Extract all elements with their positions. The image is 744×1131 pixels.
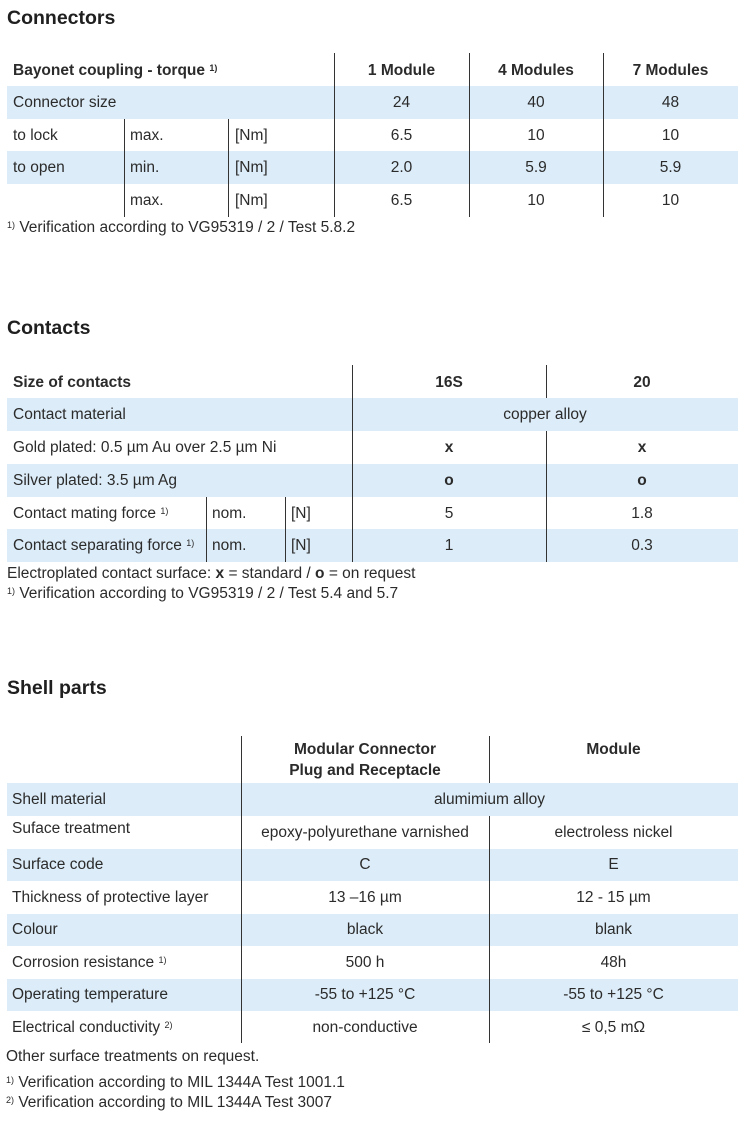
contacts-col-2: 20 xyxy=(633,374,651,391)
contacts-row-label: Gold plated: 0.5 µm Au over 2.5 µm Ni xyxy=(13,439,277,456)
shell-cell: epoxy-polyurethane varnished xyxy=(261,824,469,841)
contacts-divider xyxy=(206,497,207,562)
shell-cell: blank xyxy=(594,921,633,938)
connectors-row-unit: [Nm] xyxy=(235,127,268,144)
connectors-cell: 24 xyxy=(392,94,411,111)
contacts-title: Contacts xyxy=(7,317,91,339)
shell-cell: -55 to +125 °C xyxy=(314,986,416,1003)
shell-row-label: Surface code xyxy=(12,856,104,873)
shell-row-label: Suface treatment xyxy=(12,820,131,837)
shell-cell: E xyxy=(608,856,619,873)
shell-cell: non-conductive xyxy=(312,1019,418,1036)
contacts-cell: o xyxy=(444,472,454,489)
shell-cell: C xyxy=(359,856,371,873)
connectors-cell: 10 xyxy=(661,127,680,144)
contacts-cell: o xyxy=(637,472,647,489)
contacts-cell: x xyxy=(444,439,454,456)
connectors-divider xyxy=(228,119,229,217)
connectors-footnote: $^{1)}$ Verification according to VG95319 / 2 / Test 5.8.2 xyxy=(7,219,356,236)
connectors-cell: 6.5 xyxy=(390,127,413,144)
connectors-row-unit: [Nm] xyxy=(235,192,268,209)
contacts-row-qualifier: nom. xyxy=(212,537,247,554)
shell-cell: electroless nickel xyxy=(554,824,673,841)
shell-row-label: Operating temperature xyxy=(12,986,168,1003)
connectors-row-qualifier: max. xyxy=(130,127,164,144)
shell-cell: black xyxy=(346,921,384,938)
shell-row-label: Thickness of protective layer xyxy=(12,889,209,906)
shell-title: Shell parts xyxy=(7,677,107,699)
shell-cell: -55 to +125 °C xyxy=(563,986,664,1003)
connectors-row-unit: [Nm] xyxy=(235,159,268,176)
contacts-row-unit: [N] xyxy=(291,505,311,522)
contacts-row-label: Contact separating force $^{1)}$ xyxy=(13,537,195,554)
shell-col-1: Modular Connector xyxy=(293,741,437,758)
connectors-cell: 48 xyxy=(661,94,680,111)
contacts-cell: copper alloy xyxy=(503,406,587,423)
contacts-col-1: 16S xyxy=(435,374,463,391)
shell-cell: 500 h xyxy=(345,954,385,971)
connectors-title: Connectors xyxy=(7,7,116,29)
shell-cell: alumimium alloy xyxy=(433,791,546,808)
contacts-row-label: Contact material xyxy=(13,406,126,423)
contacts-legend: Electroplated contact surface: x = standard / o = on request xyxy=(7,565,416,582)
contacts-cell: x xyxy=(637,439,647,456)
connectors-row-qualifier: min. xyxy=(130,159,160,176)
contacts-row-label: Contact mating force $^{1)}$ xyxy=(13,505,169,522)
connectors-cell: 40 xyxy=(527,94,545,111)
shell-cell: 13 –16 µm xyxy=(328,889,402,906)
contacts-cell: 1.8 xyxy=(631,505,653,522)
contacts-row-unit: [N] xyxy=(291,537,311,554)
contacts-row-qualifier: nom. xyxy=(212,505,247,522)
shell-row-label: Colour xyxy=(12,921,58,938)
shell-row-label: Electrical conductivity $^{2)}$ xyxy=(12,1019,173,1036)
shell-cell: 48h xyxy=(600,954,627,971)
contacts-cell: 5 xyxy=(444,505,454,522)
shell-col-2: Module xyxy=(586,741,641,758)
connectors-cell: 5.9 xyxy=(659,159,682,176)
shell-cell: ≤ 0,5 mΩ xyxy=(581,1019,646,1036)
connectors-col-3: 7 Modules xyxy=(632,62,709,79)
shell-cell: 12 - 15 µm xyxy=(576,889,651,906)
contacts-divider xyxy=(285,497,286,562)
shell-footnote-1: $^{1)}$ Verification according to MIL 1344A Test 1001.1 xyxy=(6,1074,345,1091)
contacts-header: Size of contacts xyxy=(13,374,131,391)
shell-note: Other surface treatments on request. xyxy=(6,1048,260,1065)
connectors-row-label: to lock xyxy=(13,127,58,144)
connectors-cell: 10 xyxy=(527,127,545,144)
contacts-divider xyxy=(352,365,353,562)
shell-row-label: Corrosion resistance $^{1)}$ xyxy=(12,954,167,971)
connectors-col-1: 1 Module xyxy=(367,62,436,79)
connectors-header: Bayonet coupling - torque $^{1)}$ xyxy=(13,62,218,79)
connectors-cell: 10 xyxy=(661,192,680,209)
contacts-cell: 0.3 xyxy=(631,537,653,554)
connectors-cell: 5.9 xyxy=(525,159,547,176)
contacts-row-label: Silver plated: 3.5 µm Ag xyxy=(13,472,178,489)
contacts-cell: 1 xyxy=(444,537,454,554)
connectors-cell: 10 xyxy=(527,192,545,209)
connectors-cell: 6.5 xyxy=(390,192,413,209)
contacts-footnote: $^{1)}$ Verification according to VG95319 / 2 / Test 5.4 and 5.7 xyxy=(7,585,399,602)
connectors-row-label: Connector size xyxy=(13,94,117,111)
connectors-col-2: 4 Modules xyxy=(498,62,574,79)
connectors-divider xyxy=(124,119,125,217)
connectors-row-qualifier: max. xyxy=(130,192,164,209)
shell-col-1-line2: Plug and Receptacle xyxy=(289,762,441,779)
shell-footnote-2: $^{2)}$ Verification according to MIL 1344A Test 3007 xyxy=(6,1094,332,1111)
connectors-row-label: to open xyxy=(13,159,65,176)
connectors-cell: 2.0 xyxy=(390,159,413,176)
shell-row-label: Shell material xyxy=(12,791,106,808)
